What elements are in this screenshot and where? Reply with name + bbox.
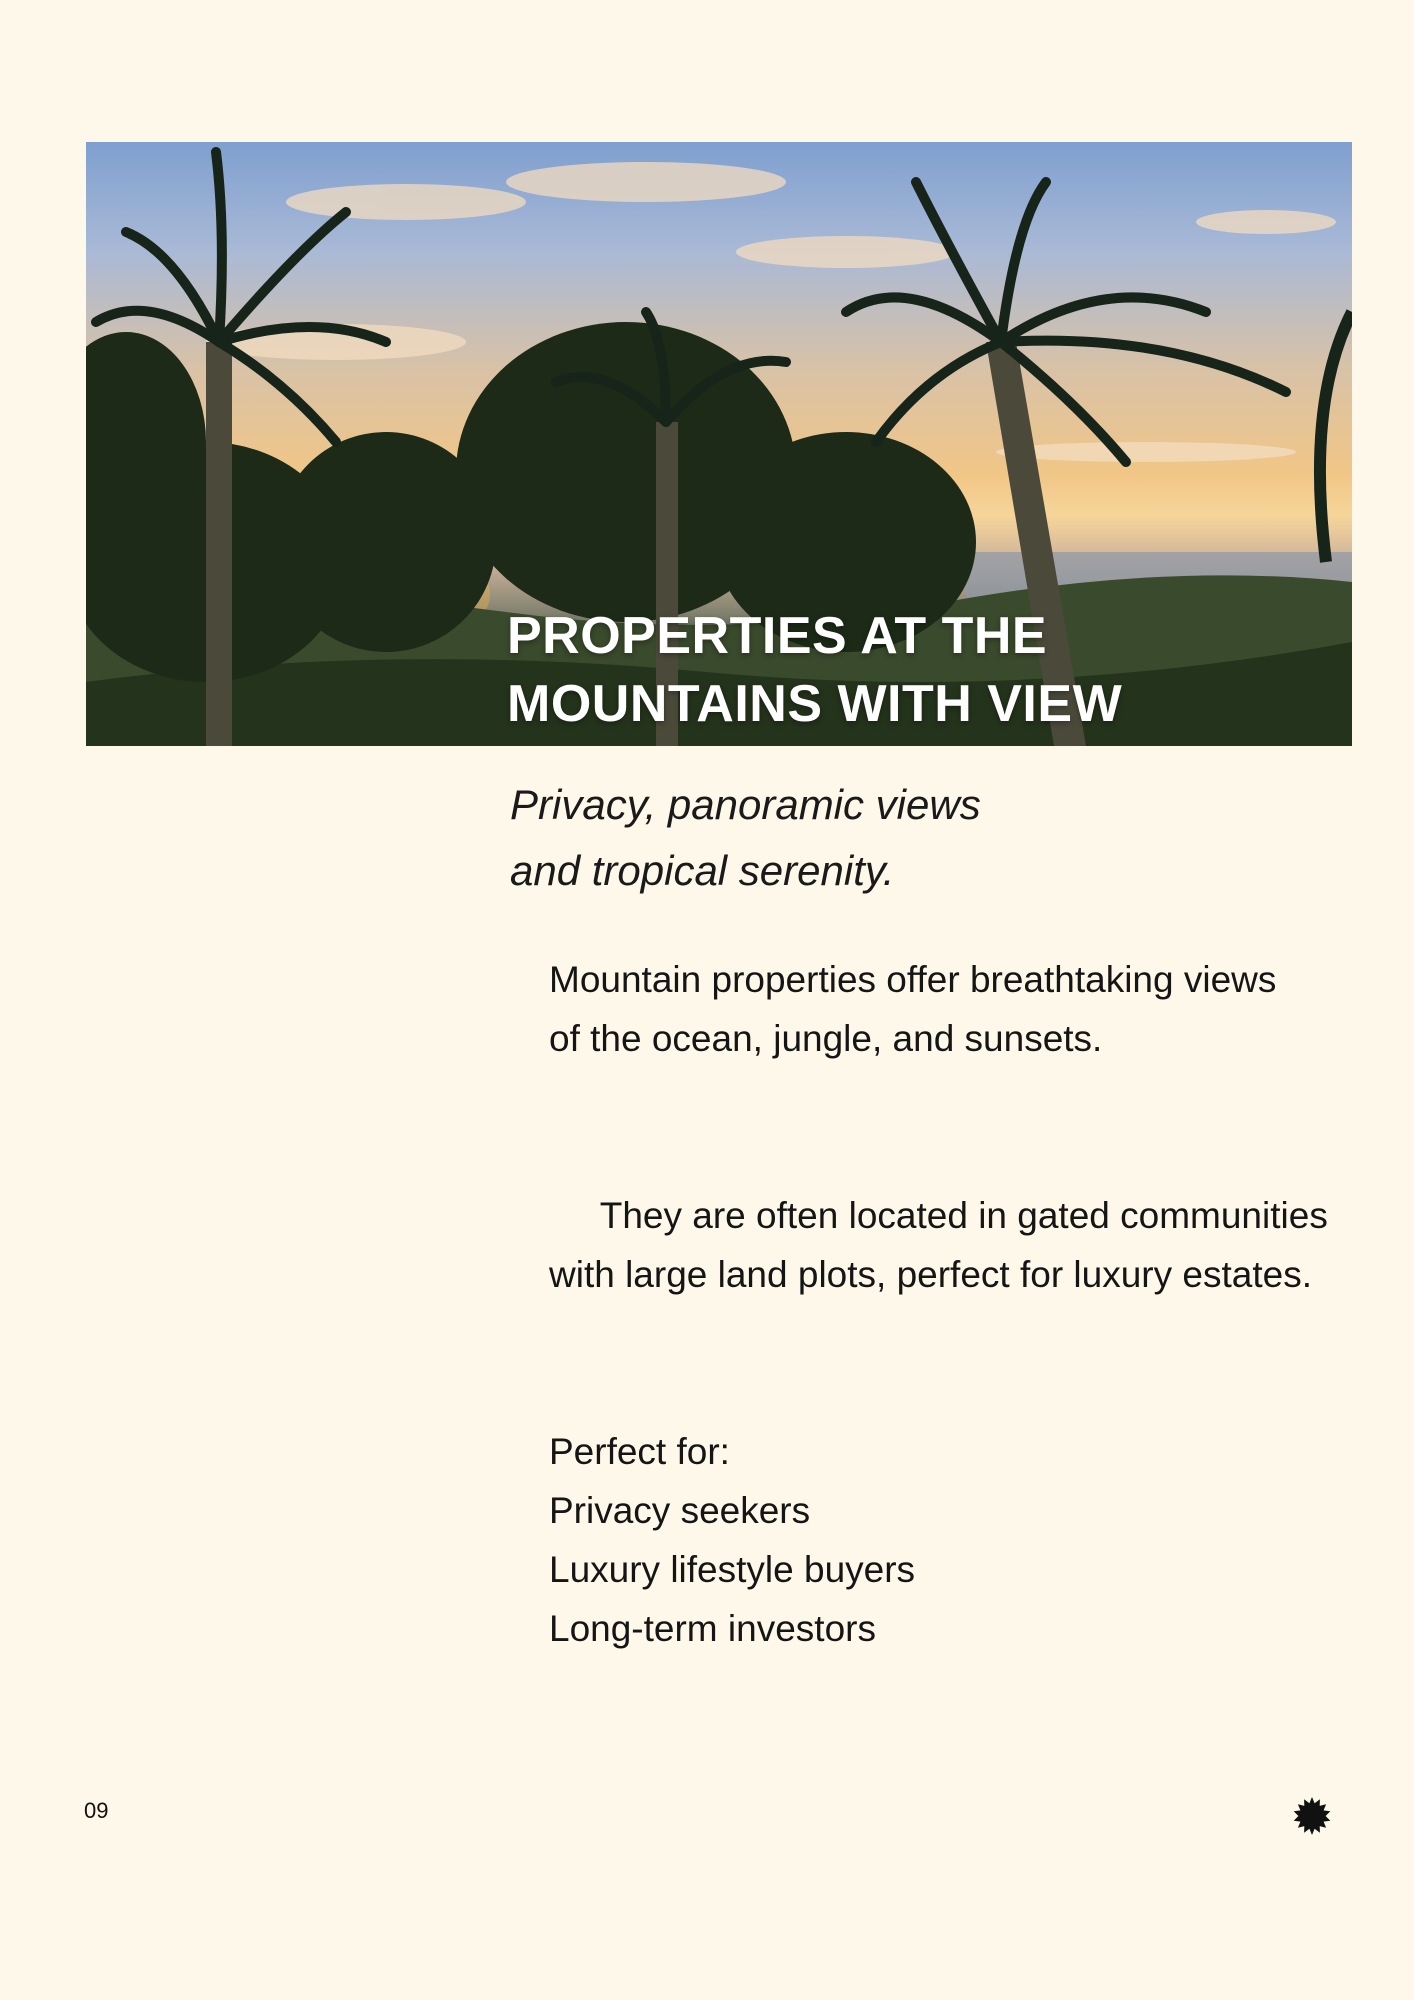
body-text — [549, 950, 1369, 1658]
paragraph-2-line-1: They are often located in gated communities — [590, 1195, 1328, 1236]
subtitle-line-2: and tropical serenity. — [510, 847, 895, 894]
subtitle-line-1: Privacy, panoramic views — [510, 781, 981, 828]
paragraph-1-line-1: Mountain properties offer breathtaking views — [549, 959, 1277, 1000]
list-item: Luxury lifestyle buyers — [549, 1549, 916, 1590]
paragraph-1-line-2: of the ocean, jungle, and sunsets. — [549, 1018, 1103, 1059]
paragraph-2-line-2: with large land plots, perfect for luxury estates. — [549, 1254, 1312, 1295]
hero-photo — [86, 142, 1352, 746]
subtitle — [510, 772, 981, 904]
list-item: Long-term investors — [549, 1608, 876, 1649]
paragraph-1 — [549, 950, 1369, 1068]
page-title — [507, 602, 1122, 738]
paragraph-2 — [549, 1127, 1369, 1363]
perfect-for-label: Perfect for: — [549, 1431, 730, 1472]
list-item: Privacy seekers — [549, 1490, 811, 1531]
page-title-line-1: PROPERTIES AT THE — [507, 607, 1048, 665]
page-title-line-2: MOUNTAINS WITH VIEW — [507, 675, 1123, 733]
page-number: 09 — [84, 1798, 109, 1823]
starburst-icon — [1293, 1797, 1331, 1835]
